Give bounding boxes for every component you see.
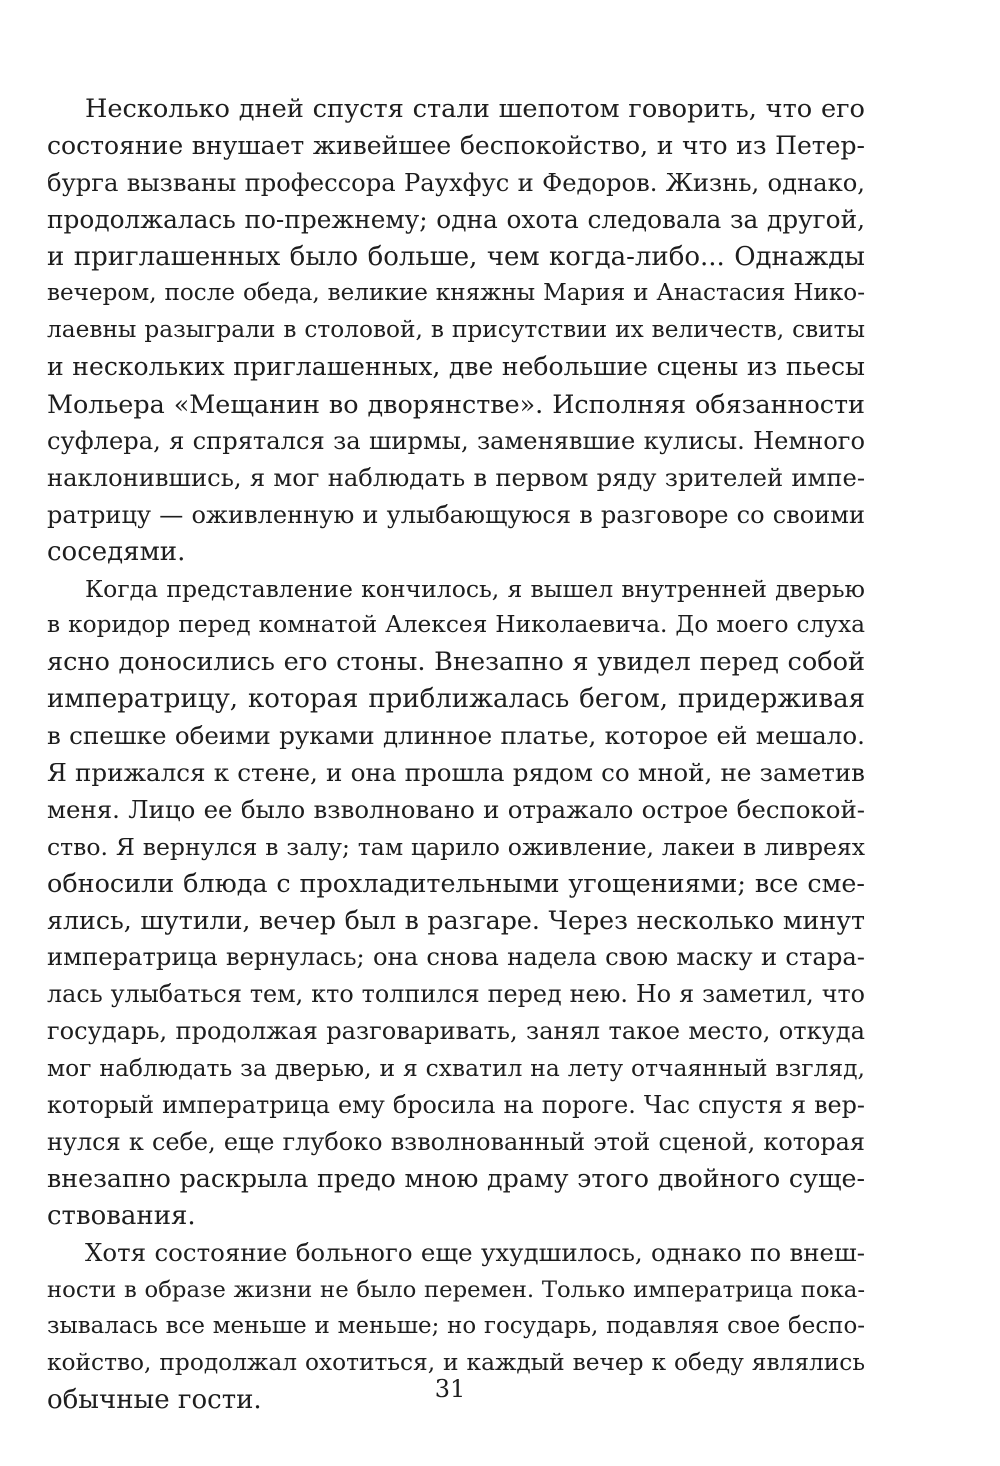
text-line: ратрицу — оживленную и улыбающуюся в разговоре со своими bbox=[47, 500, 865, 529]
text-line: ствования. bbox=[47, 1200, 196, 1231]
text-line: Хотя состояние больного еще ухудшилось, однако по внеш- bbox=[85, 1237, 865, 1267]
text-line: меня. Лицо ее было взволновано и отражало острое беспокой- bbox=[47, 794, 865, 824]
text-line: наклонившись, я мог наблюдать в первом ряду зрителей импе- bbox=[47, 463, 865, 492]
text-line: государь, продолжая разговаривать, занял такое место, откуда bbox=[47, 1017, 865, 1046]
text-line: ности в образе жизни не было перемен. Только императрица пока- bbox=[47, 1276, 865, 1303]
text-line: ялись, шутили, вечер был в разгаре. Через несколько минут bbox=[47, 905, 865, 935]
body-text bbox=[47, 91, 865, 1419]
text-line: лаевны разыграли в столовой, в присутствии их величеств, свиты bbox=[47, 316, 865, 344]
text-line: императрица вернулась; она снова надела свою маску и стара- bbox=[47, 942, 865, 972]
text-line: который императрица ему бросила на пороге. Час спустя я вер- bbox=[47, 1091, 865, 1120]
text-line: зывалась все меньше и меньше; но государь, подавляя свое беспо- bbox=[47, 1313, 865, 1340]
text-line: нулся к себе, еще глубоко взволнованный этой сценой, которая bbox=[47, 1127, 865, 1156]
text-line: лась улыбаться тем, кто толпился перед нею. Но я заметил, что bbox=[47, 980, 865, 1009]
text-line: ясно доносились его стоны. Внезапно я увидел перед собой bbox=[47, 647, 865, 678]
text-line: в коридор перед комнатой Алексея Николаевича. До моего слуха bbox=[47, 611, 865, 639]
text-line: и приглашенных было больше, чем когда-либо... Однажды bbox=[47, 241, 865, 272]
text-line: Я прижался к стене, и она прошла рядом со мной, не заметив bbox=[47, 758, 865, 788]
text-line: обычные гости. bbox=[47, 1385, 262, 1416]
page-number: 31 bbox=[434, 1375, 466, 1403]
text-line: состояние внушает живейшее беспокойство, и что из Петер- bbox=[47, 130, 865, 160]
text-line: бурга вызваны профессора Раухфус и Федоров. Жизнь, однако, bbox=[47, 168, 865, 197]
text-line: суфлера, я спрятался за ширмы, заменявшие кулисы. Немного bbox=[47, 427, 865, 456]
text-line: вечером, после обеда, великие княжны Мария и Анастасия Нико- bbox=[47, 280, 865, 307]
text-line: мог наблюдать за дверью, и я схватил на лету отчаянный взгляд, bbox=[47, 1054, 865, 1083]
text-line: Когда представление кончилось, я вышел внутренней дверью bbox=[85, 574, 865, 603]
text-line: внезапно раскрыла предо мною драму этого двойного суще- bbox=[47, 1163, 865, 1193]
paragraph-1 bbox=[47, 91, 865, 571]
text-line: продолжалась по-прежнему; одна охота следовала за другой, bbox=[47, 204, 865, 234]
text-line: императрицу, которая приближалась бегом, придерживая bbox=[47, 684, 865, 715]
text-line: и нескольких приглашенных, две небольшие сцены из пьесы bbox=[47, 352, 865, 382]
text-line: обносили блюда с прохладительными угощениями; все сме- bbox=[47, 868, 865, 899]
text-line: койство, продолжал охотиться, и каждый вечер к обеду являлись bbox=[47, 1349, 865, 1377]
text-line: Мольера «Мещанин во дворянстве». Исполняя обязанности bbox=[47, 389, 865, 420]
text-line: в спешке обеими руками длинное платье, которое ей мешало. bbox=[47, 721, 865, 751]
text-line: Несколько дней спустя стали шепотом говорить, что его bbox=[85, 94, 865, 124]
text-line: ство. Я вернулся в залу; там царило оживление, лакеи в ливреях bbox=[47, 832, 865, 861]
text-line: соседями. bbox=[47, 536, 186, 567]
paragraph-2 bbox=[47, 571, 865, 1235]
